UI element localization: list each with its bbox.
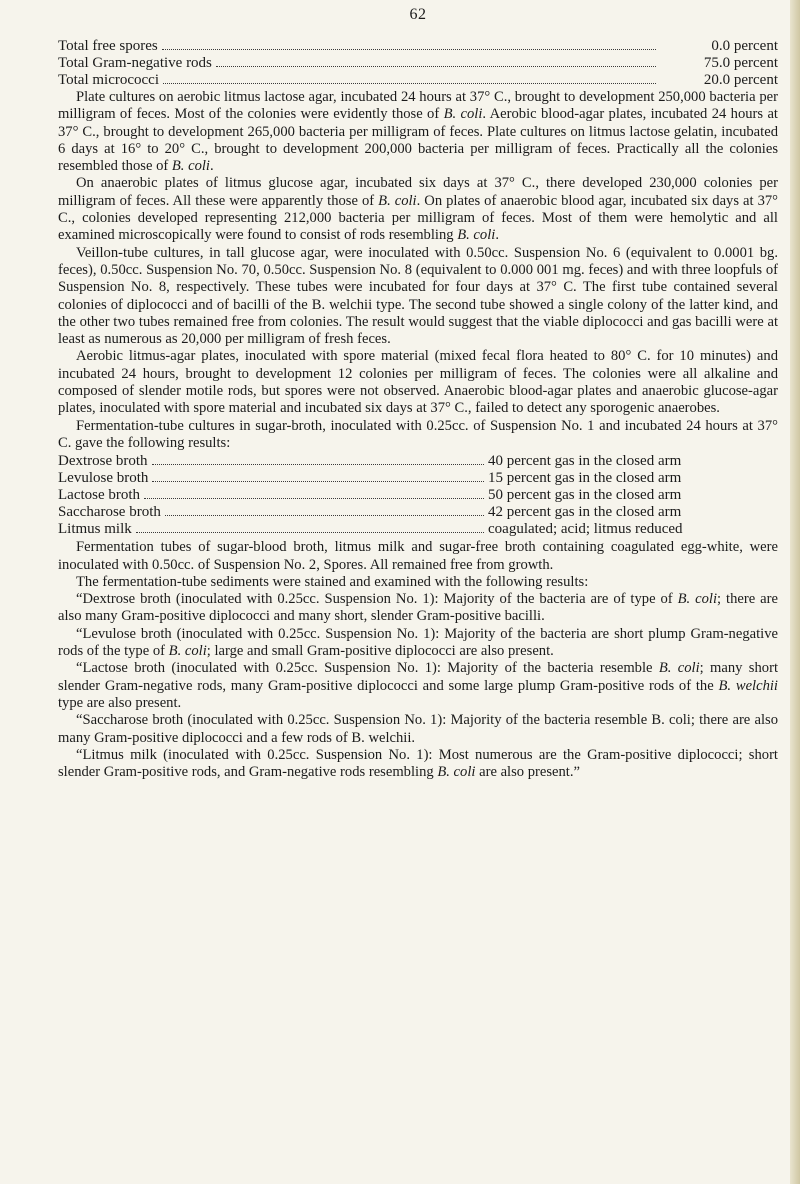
fermentation-results-list (58, 453, 778, 538)
totals-row-free-spores (58, 38, 778, 55)
result-value: 42 percent gas in the closed arm (488, 504, 682, 521)
result-value: 40 percent gas in the closed arm (488, 453, 682, 470)
paragraph-plate-cultures: Plate cultures on aerobic litmus lactose agar, incubated 24 hours at 37° C., brought to development 250,000 bacteria per milligram of feces. Most of the colonies were evidently those of B. coli. Aerobic blood-agar plates, incubated 24 hours at 37° C., brought to development 265,000 bacteria per milligram of feces. Plate cultures on litmus lactose gelatin, incubated 6 days at 16° to 20° C., brought to development 200,000 bacteria per milligram of feces. Practically all the colonies resembled those of B. coli. (58, 89, 778, 175)
paragraph-sugar-blood-broth: Fermentation tubes of sugar-blood broth, litmus milk and sugar-free broth containing coagulated egg-white, were inoculated with 0.50cc. of Suspension No. 2, Spores. All remained free from growth. (58, 539, 778, 573)
result-row-levulose (58, 470, 778, 487)
dot-leader (144, 498, 484, 499)
paragraph-dextrose-broth: “Dextrose broth (inoculated with 0.25cc. Suspension No. 1): Majority of the bacteria are of type of B. coli; there are also many Gram-positive diplococci and many short, slender Gram-positive bacilli. (58, 591, 778, 625)
paragraph-anaerobic-plates: On anaerobic plates of litmus glucose agar, incubated six days at 37° C., there developed 230,000 colonies per milligram of feces. All these were apparently those of B. coli. On plates of anaerobic blood agar, incubated six days at 37° C., colonies developed representing 212,000 bacteria per milligram of feces. Most of them were hemolytic and all examined microscopically were found to consist of rods resembling B. coli. (58, 175, 779, 244)
result-row-saccharose (58, 504, 778, 521)
result-row-lactose (58, 487, 778, 504)
result-label: Levulose broth (58, 470, 149, 487)
totals-value: 75.0 percent (703, 55, 778, 71)
totals-value: 0.0 percent (711, 38, 778, 54)
result-label: Lactose broth (58, 487, 141, 504)
result-value: coagulated; acid; litmus reduced (488, 521, 683, 538)
result-value: 50 percent gas in the closed arm (488, 487, 682, 504)
result-row-dextrose (58, 453, 778, 470)
dot-leader (162, 49, 656, 50)
paragraph-sediments-intro: The fermentation-tube sediments were stained and examined with the following results: (76, 573, 589, 590)
totals-label: Total micrococci (58, 72, 159, 88)
paragraph-saccharose-broth: “Saccharose broth (inoculated with 0.25cc. Suspension No. 1): Majority of the bacteria resemble B. coli; there are also many Gram-positive diplococci and a few rods of B. welchii. (58, 712, 778, 746)
totals-label: Total Gram-negative rods (58, 55, 212, 71)
document-page (58, 6, 778, 781)
result-row-litmus-milk (58, 521, 778, 538)
result-label: Saccharose broth (58, 504, 161, 521)
totals-label: Total free spores (58, 38, 158, 54)
result-label: Dextrose broth (58, 453, 148, 470)
result-value: 15 percent gas in the closed arm (488, 470, 682, 487)
dot-leader (165, 515, 484, 516)
totals-row-micrococci (58, 72, 778, 89)
totals-row-gram-negative-rods (58, 55, 778, 72)
page-edge-shadow (790, 0, 800, 1184)
dot-leader (163, 83, 656, 84)
dot-leader (152, 481, 484, 482)
paragraph-fermentation-intro: Fermentation-tube cultures in sugar-broth, inoculated with 0.25cc. of Suspension No. 1 and incubated 24 hours at 37° C. gave the following results: (58, 417, 778, 451)
result-label: Litmus milk (58, 521, 132, 538)
page-number: 62 (409, 6, 427, 23)
paragraph-levulose-broth: “Levulose broth (inoculated with 0.25cc. Suspension No. 1): Majority of the bacteria are short plump Gram-negative rods of the type of B. coli; large and small Gram-positive diplococci are also present. (58, 625, 778, 660)
dot-leader (136, 532, 484, 533)
paragraph-lactose-broth: “Lactose broth (inoculated with 0.25cc. Suspension No. 1): Majority of the bacteria resemble B. coli; many short slender Gram-negative rods, many Gram-positive diplococci and some large plump Gram-positive rods of the B. welchii type are also present. (58, 660, 778, 711)
totals-list (58, 38, 778, 89)
paragraph-litmus-milk: “Litmus milk (inoculated with 0.25cc. Suspension No. 1): Most numerous are the Gram-positive diplococci; short slender Gram-positive rods, and Gram-negative rods resembling B. coli are also present.” (58, 746, 778, 781)
dot-leader (152, 464, 484, 465)
dot-leader (216, 66, 656, 67)
paragraph-veillon-tube: Veillon-tube cultures, in tall glucose agar, were inoculated with 0.50cc. Suspension No. 6 (equivalent to 0.0001 bg. feces), 0.50cc. Suspension No. 70, 0.50cc. Suspension No. 8 (equivalent to 0.000 001 mg. feces) and with three loopfuls of Suspension No. 8, respectively. These tubes were incubated for four days at 37° C. The first tube contained several colonies of diplococci and of bacilli of the B. welchii type. The second tube showed a single colony of the latter kind, and the other two tubes remained free from colonies. The result would suggest that the viable diplococci and gas bacilli were at least as numerous as 20,000 per milligram of fresh feces. (58, 244, 778, 348)
paragraph-aerobic-litmus: Aerobic litmus-agar plates, inoculated with spore material (mixed fecal flora heated to 80° C. for 10 minutes) and incubated 24 hours, brought to development 12 colonies per milligram of feces. The colonies were all alkaline and composed of slender motile rods, but spores were not observed. Anaerobic blood-agar plates and anaerobic glucose-agar plates, inoculated with spore material and incubated six days at 37° C., failed to detect any sporogenic anaerobes. (58, 348, 778, 417)
totals-value: 20.0 percent (703, 72, 778, 88)
